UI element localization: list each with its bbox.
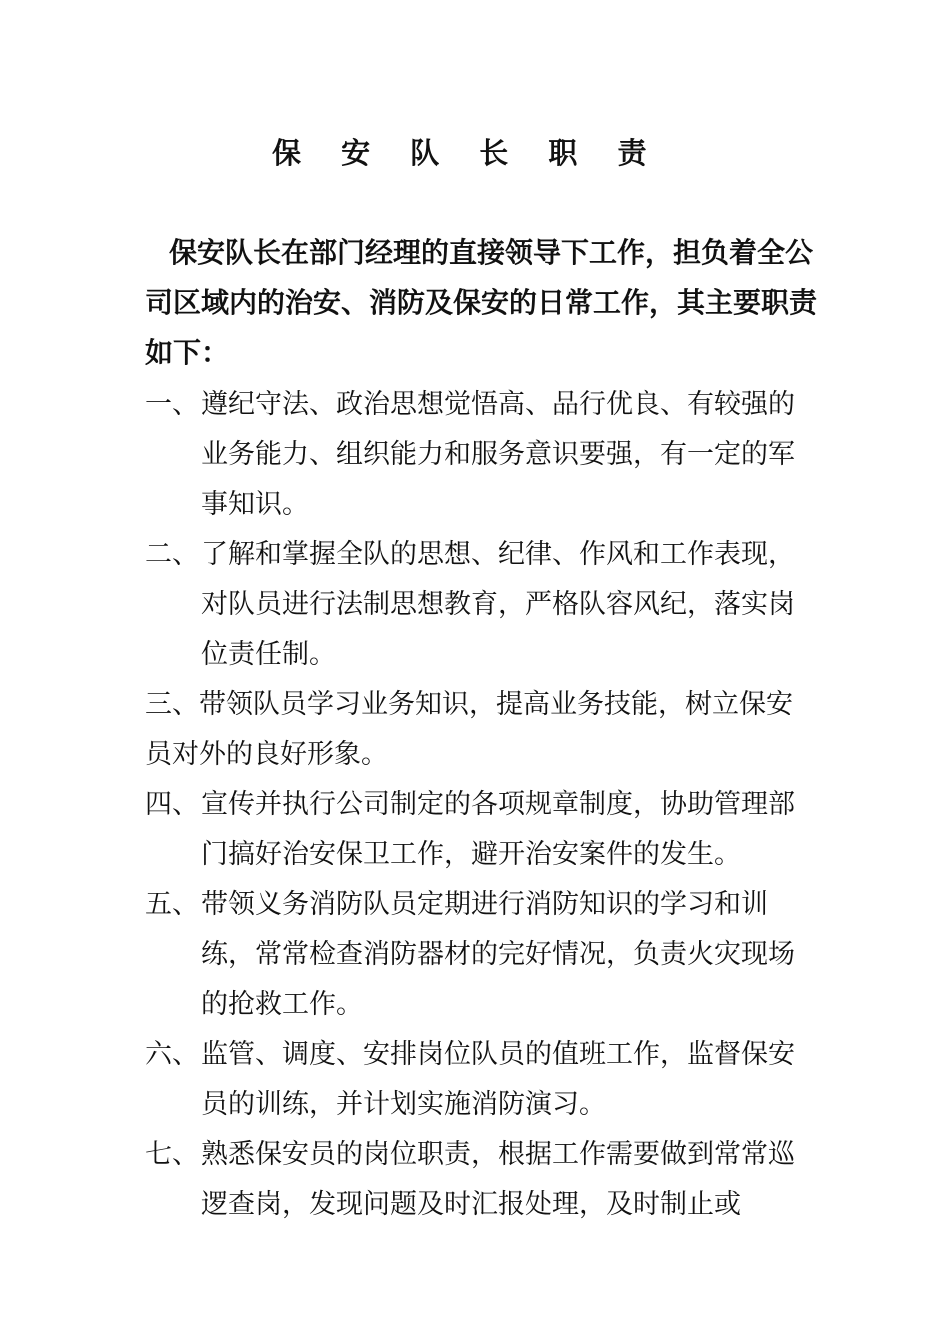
item-number: 七、 — [145, 1139, 199, 1170]
intro-paragraph: 保安队长在部门经理的直接领导下工作，担负着全公司区域内的治安、消防及保安的日常工作，其主要职责如下： — [145, 236, 818, 369]
duties-list — [145, 380, 835, 1230]
item-number: 六、 — [145, 1039, 199, 1070]
item-number: 一、 — [145, 389, 199, 420]
item-text: 监管、调度、安排岗位队员的值班工作，监督保安员的训练，并计划实施消防演习。 — [201, 1039, 795, 1120]
item-text: 带领队员学习业务知识，提高业务技能，树立保安员对外的良好形象。 — [145, 689, 793, 770]
list-item — [145, 380, 835, 530]
list-item — [145, 780, 835, 880]
list-item — [145, 680, 811, 780]
item-text: 遵纪守法、政治思想觉悟高、品行优良、有较强的业务能力、组织能力和服务意识要强，有一定的军事知识。 — [201, 389, 795, 520]
item-text: 宣传并执行公司制定的各项规章制度，协助管理部门搞好治安保卫工作，避开治安案件的发生。 — [201, 789, 795, 870]
item-text: 熟悉保安员的岗位职责，根据工作需要做到常常巡逻查岗，发现问题及时汇报处理，及时制止或 — [201, 1139, 795, 1220]
item-number: 三、 — [145, 689, 199, 720]
item-number: 四、 — [145, 789, 199, 820]
item-text: 了解和掌握全队的思想、纪律、作风和工作表现，对队员进行法制思想教育，严格队容风纪，落实岗位责任制。 — [201, 539, 795, 670]
page-title: 保 安 队 长 职 责 — [272, 136, 662, 170]
item-number: 五、 — [145, 889, 199, 920]
list-item — [145, 880, 835, 1030]
list-item — [145, 1130, 835, 1230]
item-number: 二、 — [145, 539, 199, 570]
list-item — [145, 1030, 835, 1130]
list-item — [145, 530, 835, 680]
item-text: 带领义务消防队员定期进行消防知识的学习和训练，常常检查消防器材的完好情况，负责火灾现场的抢救工作。 — [201, 889, 795, 1020]
